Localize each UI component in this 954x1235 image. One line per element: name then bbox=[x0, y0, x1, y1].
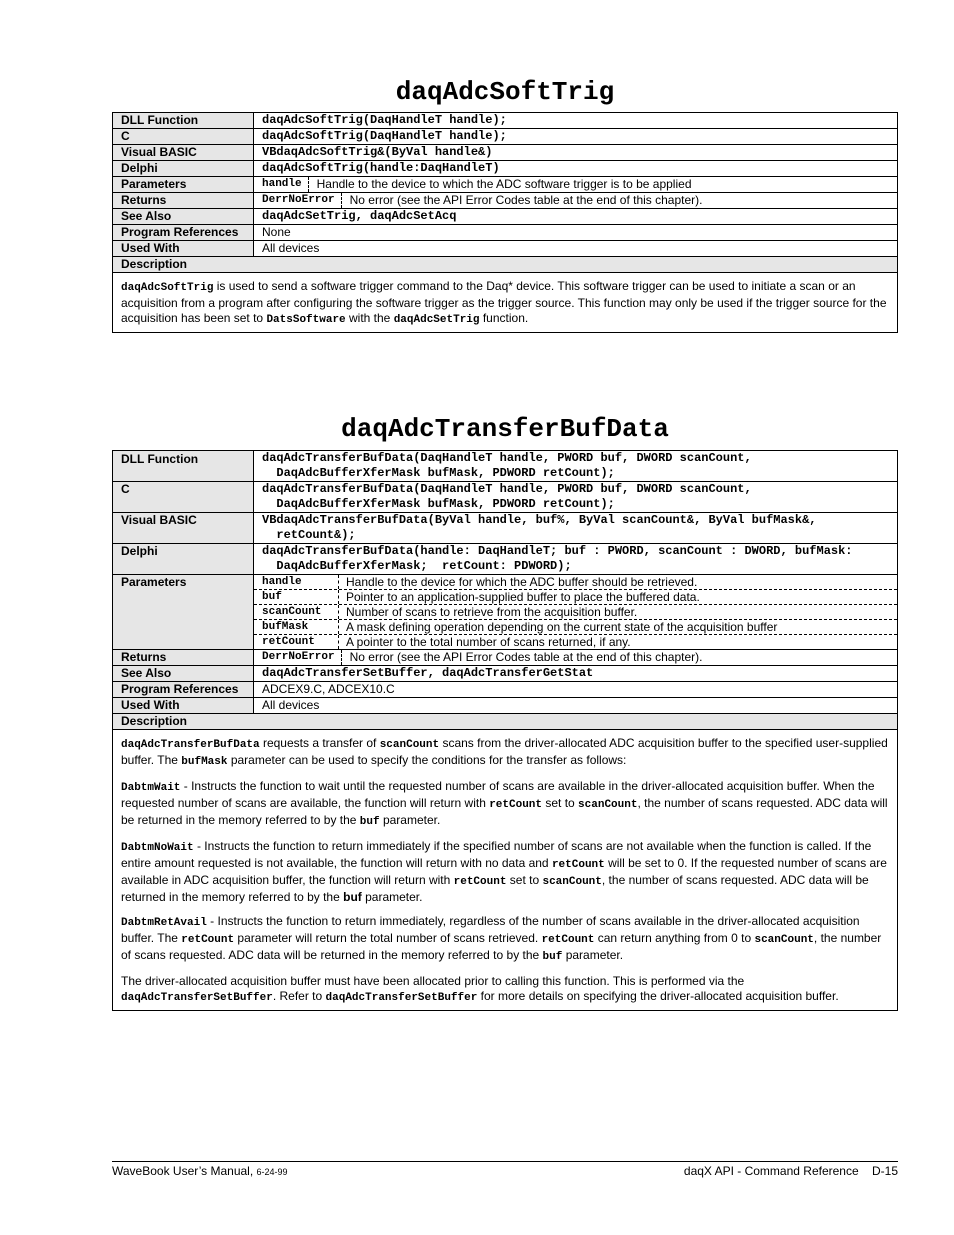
returns-cell bbox=[254, 193, 898, 209]
description-body bbox=[113, 730, 898, 1011]
row-label: Parameters bbox=[113, 177, 254, 193]
description-paragraph: daqAdcTransferBufData requests a transfer of scanCount scans from the driver-allocated ADC acquisition buffer to the specified user-supplied buffer. The bufMask parameter can be used to specify the conditions for the transfer as follows: bbox=[121, 736, 888, 768]
c-signature: daqAdcSoftTrig(DaqHandleT handle); bbox=[254, 129, 898, 145]
row-label: C bbox=[113, 482, 254, 513]
row-label: Program References bbox=[113, 225, 254, 241]
see-also: daqAdcTransferSetBuffer, daqAdcTransferGetStat bbox=[254, 666, 898, 682]
used-with: All devices bbox=[254, 698, 898, 714]
reference-table bbox=[112, 112, 898, 333]
row-label: Delphi bbox=[113, 544, 254, 575]
delphi-signature: daqAdcTransferBufData(handle: DaqHandleT; buf : PWORD, scanCount : DWORD, bufMask: DaqAdcBufferXferMask; retCount: PDWORD); bbox=[254, 544, 898, 575]
param-row: buf Pointer to an application-supplied buffer to place the buffered data. bbox=[254, 590, 897, 605]
c-signature: daqAdcTransferBufData(DaqHandleT handle, PWORD buf, DWORD scanCount, DaqAdcBufferXferMask bufMask, PDWORD retCount); bbox=[254, 482, 898, 513]
vb-signature: VBdaqAdcSoftTrig&(ByVal handle&) bbox=[254, 145, 898, 161]
row-label: DLL Function bbox=[113, 113, 254, 129]
param-name: handle bbox=[262, 177, 309, 192]
return-code: DerrNoError bbox=[262, 193, 342, 208]
description-body bbox=[113, 273, 898, 333]
returns-cell bbox=[254, 650, 898, 666]
row-label: Program References bbox=[113, 682, 254, 698]
return-code: DerrNoError bbox=[262, 650, 342, 665]
dll-signature: daqAdcTransferBufData(DaqHandleT handle, PWORD buf, DWORD scanCount, DaqAdcBufferXferMask bufMask, PDWORD retCount); bbox=[254, 451, 898, 482]
row-label: Returns bbox=[113, 193, 254, 209]
description-paragraph: DabtmNoWait - Instructs the function to return immediately if the specified number of scans are not available when the function is called. If the entire amount requested is not available, the function will return with no data and retCount will be set to 0. If the requested number of scans are available in ADC acquisition buffer, the function will return with retCount set to scanCount, the number of scans requested. ADC data will be returned in the memory referred to by the buf parameter. bbox=[121, 839, 887, 904]
section-title: daqAdcTransferBufData bbox=[341, 414, 669, 444]
row-label: Returns bbox=[113, 650, 254, 666]
used-with: All devices bbox=[254, 241, 898, 257]
program-references: ADCEX9.C, ADCEX10.C bbox=[254, 682, 898, 698]
row-label: See Also bbox=[113, 209, 254, 225]
see-also: daqAdcSetTrig, daqAdcSetAcq bbox=[254, 209, 898, 225]
program-references: None bbox=[254, 225, 898, 241]
description-paragraph: The driver-allocated acquisition buffer must have been allocated prior to calling this function. This is performed via the daqAdcTransferSetBuffer. Refer to daqAdcTransferSetBuffer for more details on specifying the driver-allocated acquisition buffer. bbox=[121, 974, 839, 1004]
description-header: Description bbox=[113, 714, 898, 730]
description-paragraph: DabtmWait - Instructs the function to wait until the requested number of scans are available in the driver-allocated acquisition buffer. When the requested number of scans are available, the function will return with retCount set to scanCount, the number of scans requested. ADC data will be returned in the memory referred to by the buf parameter. bbox=[121, 779, 888, 828]
param-row: retCount A pointer to the total number of scans returned, if any. bbox=[254, 635, 897, 649]
row-label: Visual BASIC bbox=[113, 513, 254, 544]
row-label: See Also bbox=[113, 666, 254, 682]
description-paragraph: DabtmRetAvail - Instructs the function to return immediately, regardless of the number of scans available in the driver-allocated acquisition buffer. The retCount parameter will return the total number of scans retrieved. retCount can return anything from 0 to scanCount, the number of scans requested. ADC data will be returned in the memory referred to by the buf parameter. bbox=[121, 914, 882, 963]
parameters-list bbox=[254, 575, 898, 650]
param-row: handle Handle to the device for which the ADC buffer should be retrieved. bbox=[254, 575, 897, 590]
description-header: Description bbox=[113, 257, 898, 273]
return-desc: No error (see the API Error Codes table at the end of this chapter). bbox=[349, 650, 703, 664]
section-title: daqAdcSoftTrig bbox=[395, 77, 615, 107]
footer-date: 6-24-99 bbox=[256, 1167, 288, 1177]
parameter-cell bbox=[254, 177, 898, 193]
dll-signature: daqAdcSoftTrig(DaqHandleT handle); bbox=[254, 113, 898, 129]
footer-page-ref: daqX API - Command Reference D-15 bbox=[683, 1164, 898, 1178]
vb-signature: VBdaqAdcTransferBufData(ByVal handle, buf%, ByVal scanCount&, ByVal bufMask&, retCount&); bbox=[254, 513, 898, 544]
row-label: C bbox=[113, 129, 254, 145]
footer-manual-title: WaveBook User’s Manual, 6-24-99 bbox=[112, 1164, 288, 1178]
row-label: DLL Function bbox=[113, 451, 254, 482]
reference-table bbox=[112, 450, 898, 1011]
row-label: Used With bbox=[113, 241, 254, 257]
row-label: Used With bbox=[113, 698, 254, 714]
row-label: Delphi bbox=[113, 161, 254, 177]
param-row: bufMask A mask defining operation depending on the current state of the acquisition buffer bbox=[254, 620, 897, 635]
param-row: scanCount Number of scans to retrieve from the acquisition buffer. bbox=[254, 605, 897, 620]
row-label: Parameters bbox=[113, 575, 254, 650]
row-label: Visual BASIC bbox=[113, 145, 254, 161]
return-desc: No error (see the API Error Codes table at the end of this chapter). bbox=[349, 193, 703, 207]
footer-rule bbox=[112, 1161, 898, 1162]
param-desc: Handle to the device to which the ADC software trigger is to be applied bbox=[316, 177, 692, 191]
description-paragraph: daqAdcSoftTrig is used to send a software trigger command to the Daq* device. This software trigger can be used to initiate a scan or an acquisition from a program after configuring the software trigger as the trigger source. This function may only be used if the trigger source for the acquisition has been set to DatsSoftware with the daqAdcSetTrig function. bbox=[121, 279, 887, 326]
delphi-signature: daqAdcSoftTrig(handle:DaqHandleT) bbox=[254, 161, 898, 177]
